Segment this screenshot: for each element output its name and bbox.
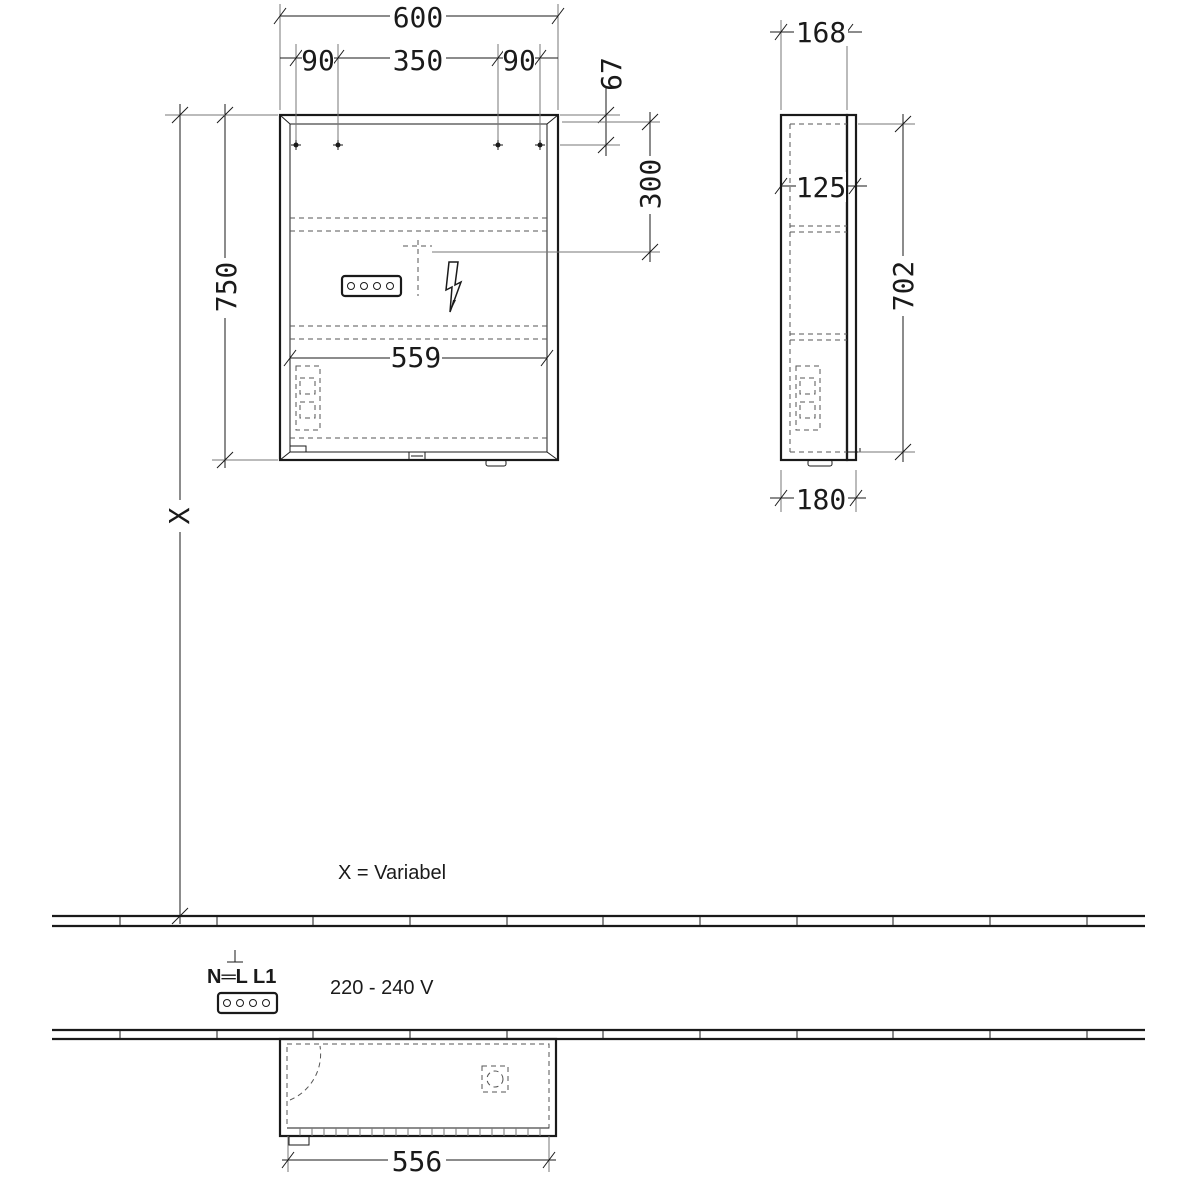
terminal-labels: N═L L1 [207,966,277,988]
wiring-legend [207,950,434,1013]
dim-left-offset: 90 [301,44,335,77]
terminal-block-icon [342,276,401,296]
front-right-dimensions [432,57,667,262]
side-view [770,16,921,516]
led-points [291,140,545,150]
lightning-bolt-icon [446,262,461,312]
dim-inner-width: 559 [390,341,442,374]
dim-plan-width: 556 [391,1145,443,1178]
terminal-block-icon [218,993,277,1013]
variable-note: X = Variabel [338,862,447,884]
wall-bottom [52,1030,1145,1039]
wall-top [52,916,1145,926]
dim-center-span: 350 [392,44,444,77]
side-body [781,115,847,460]
dim-top-offset: 67 [595,57,628,91]
dim-side-depth-bottom: 180 [795,483,847,516]
front-view [280,115,558,466]
socket-outline [296,366,320,430]
dim-total-width: 600 [392,1,444,34]
dim-right-offset: 90 [502,44,536,77]
voltage-label: 220 - 240 V [330,977,434,999]
dim-side-shelf-depth: 125 [795,171,847,204]
left-dimensions [163,104,278,924]
plan-view [280,1039,556,1178]
dim-side-depth-top: 168 [795,16,847,49]
dim-total-height: 750 [210,261,243,313]
cabinet-outer-frame [280,115,558,460]
dim-variable-height: X [163,507,196,525]
dim-side-height: 702 [887,260,920,312]
top-dimensions [274,1,564,140]
dim-shelf-height: 300 [634,158,667,210]
ground-symbol-icon [227,950,243,962]
side-door [847,115,856,460]
